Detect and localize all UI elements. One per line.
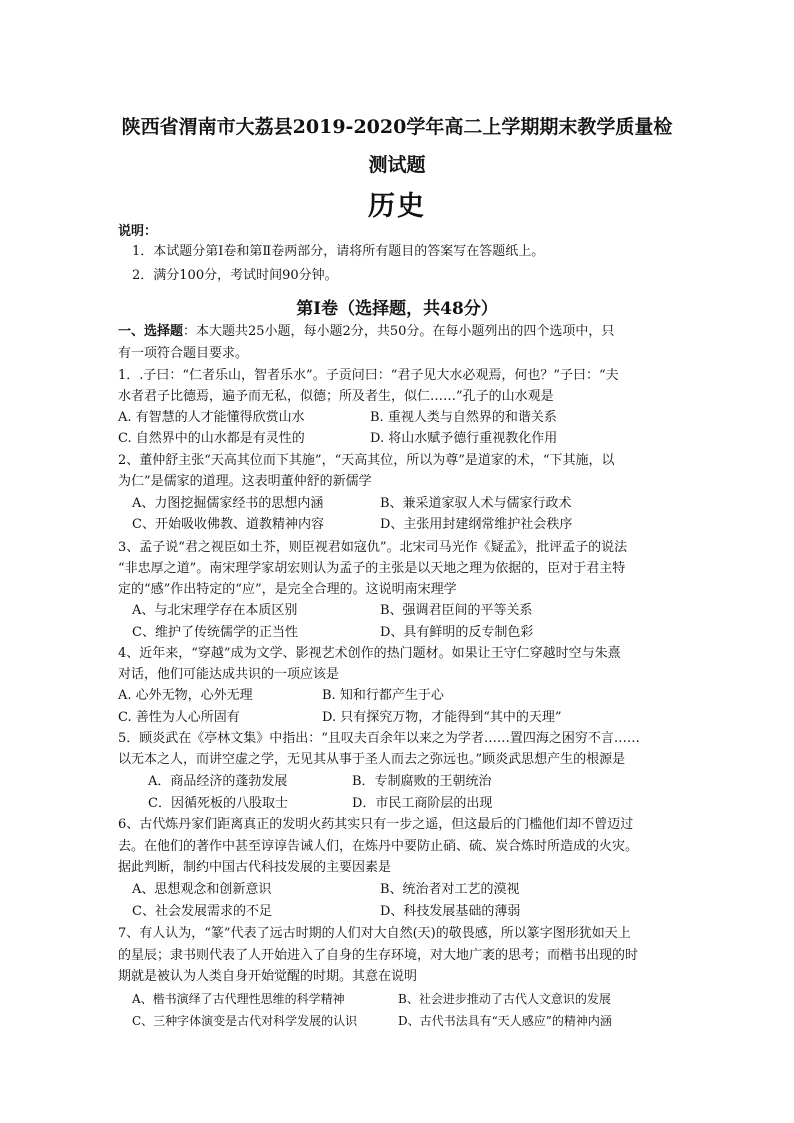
question-6-option-c: C、社会发展需求的不足 bbox=[132, 904, 272, 919]
question-2-option-a: A、力图挖掘儒家经书的思想内涵 bbox=[132, 496, 324, 511]
question-7-option-a: A、楷书演绎了古代理性思维的科学精神 bbox=[132, 992, 345, 1006]
document-title-line1: 陕西省渭南市大荔县2019-2020学年高二上学期期末教学质量检 bbox=[121, 116, 673, 138]
question-5-line1: 5．顾炎武在《亭林文集》中指出：“且叹夫百余年以来之为学者……置四海之困穷不言…… bbox=[118, 731, 640, 746]
question-3-option-d: D、具有鲜明的反专制色彩 bbox=[380, 625, 534, 640]
question-1-line2: 水者君子比德焉，遍予而无私，似德；所及者生，似仁……”孔子的山水观是 bbox=[118, 389, 554, 404]
question-1-option-b: B. 重视人类与自然界的和谐关系 bbox=[370, 410, 557, 425]
question-2-line2: 为仁”是儒家的道理。这表明董仲舒的新儒学 bbox=[118, 474, 372, 489]
question-1-option-d: D. 将山水赋予德行重视教化作用 bbox=[370, 431, 558, 446]
question-2-option-d: D、主张用封建纲常维护社会秩序 bbox=[380, 517, 573, 532]
question-7-option-d: D、古代书法具有“天人感应”的精神内涵 bbox=[398, 1014, 612, 1028]
question-3-option-a: A、与北宋理学存在本质区别 bbox=[132, 603, 298, 618]
question-6-option-d: D、科技发展基础的薄弱 bbox=[380, 904, 521, 919]
question-5-option-a: A．商品经济的蓬勃发展 bbox=[148, 774, 288, 789]
question-5-line2: 以无本之人，而讲空虚之学，无见其从事于圣人而去之弥远也。”顾炎武思想产生的根源是 bbox=[118, 752, 626, 767]
question-3-line1: 3、孟子说“君之视臣如土芥，则臣视君如寇仇”。北宋司马光作《疑孟》，批评孟子的说法 bbox=[118, 540, 628, 555]
question-3-line3: 定的“感”作出特定的“应”，是完全合理的。这说明南宋理学 bbox=[118, 582, 457, 597]
section-heading: 第Ⅰ卷（选择题，共48分） bbox=[296, 299, 498, 319]
question-4-option-c: C. 善性为人心所固有 bbox=[118, 710, 240, 725]
question-4-line1: 4、近年来，“穿越”成为文学、影视艺术创作的热门题材。如果让王守仁穿越时空与朱熹 bbox=[118, 646, 621, 661]
question-2-option-c: C、开始吸收佛教、道教精神内容 bbox=[132, 517, 324, 532]
question-2-line1: 2、董仲舒主张“天高其位而下其施”，“天高其位，所以为尊”是道家的术，“下其施，以 bbox=[118, 453, 615, 468]
question-3-line2: “非忠厚之道”。南宋理学家胡宏则认为孟子的主张是以天地之理为依据的，臣对于君主特 bbox=[118, 561, 626, 576]
question-3-option-b: B、强调君臣间的平等关系 bbox=[380, 603, 533, 618]
question-6-line1: 6、古代炼丹家们距离真正的发明火药其实只有一步之遥，但这最后的门槛他们却不曾迈过 bbox=[118, 817, 634, 832]
question-7-option-c: C、三种字体演变是古代对科学发展的认识 bbox=[132, 1014, 358, 1028]
question-5-option-d: D．市民工商阶层的出现 bbox=[352, 796, 493, 811]
question-7-line1: 7、有人认为，“篆”代表了远古时期的人们对大自然(天)的敬畏感，所以篆字图形犹如天上 bbox=[118, 926, 631, 941]
question-5-option-c: C．因循死板的八股取士 bbox=[148, 796, 288, 811]
question-6-line2: 去。在他们的著作中甚至谆谆告诫人们，在炼丹中要防止硝、硫、炭合炼时所造成的火灾。 bbox=[118, 839, 639, 854]
question-4-option-a: A. 心外无物，心外无理 bbox=[118, 688, 253, 703]
section-intro-text: ：本大题共25小题，每小题2分，共50分。在每小题列出的四个选项中，只 bbox=[183, 324, 615, 339]
section-intro-line2: 有一项符合题目要求。 bbox=[118, 346, 249, 361]
question-6-option-a: A、思想观念和创新意识 bbox=[132, 882, 272, 897]
question-2-option-b: B、兼采道家驭人术与儒家行政术 bbox=[380, 496, 572, 511]
document-title-line2: 测试题 bbox=[368, 154, 426, 176]
question-6-line3: 据此判断，制约中国古代科技发展的主要因素是 bbox=[118, 860, 392, 875]
question-7-line2: 的星辰；隶书则代表了人开始进入了自身的生存环境，对大地广袤的思考；而楷书出现的时 bbox=[118, 948, 639, 963]
question-7-option-b: B、社会进步推动了古代人文意识的发展 bbox=[398, 992, 611, 1006]
question-4-line2: 对话，他们可能达成共识的一项应该是 bbox=[118, 667, 340, 682]
note-item-2: 2．满分100分，考试时间90分钟。 bbox=[132, 268, 338, 283]
question-3-option-c: C、维护了传统儒学的正当性 bbox=[132, 625, 298, 640]
question-1-option-a: A. 有智慧的人才能懂得欣赏山水 bbox=[118, 410, 305, 425]
question-1-option-c: C. 自然界中的山水都是有灵性的 bbox=[118, 431, 305, 446]
question-1-line1: 1．.子曰：“仁者乐山，智者乐水”。子贡问曰：“君子见大水必观焉，何也？”子曰：“夫 bbox=[118, 368, 619, 383]
question-7-line3: 期就是被认为人类自身开始觉醒的时期。其意在说明 bbox=[118, 969, 418, 984]
question-4-option-b: B. 知和行都产生于心 bbox=[322, 688, 444, 703]
question-5-option-b: B．专制腐败的王朝统治 bbox=[352, 774, 492, 789]
section-intro-bold: 一、选择题 bbox=[118, 324, 184, 339]
question-6-option-b: B、统治者对工艺的漠视 bbox=[380, 882, 520, 897]
question-4-option-d: D. 只有探究万物，才能得到“其中的天理” bbox=[322, 710, 562, 725]
notes-label: 说明： bbox=[118, 224, 158, 239]
note-item-1: 1．本试题分第Ⅰ卷和第Ⅱ卷两部分，请将所有题目的答案写在答题纸上。 bbox=[132, 244, 545, 259]
subject-title: 历史 bbox=[368, 191, 426, 222]
section-intro-line1 bbox=[118, 322, 684, 342]
